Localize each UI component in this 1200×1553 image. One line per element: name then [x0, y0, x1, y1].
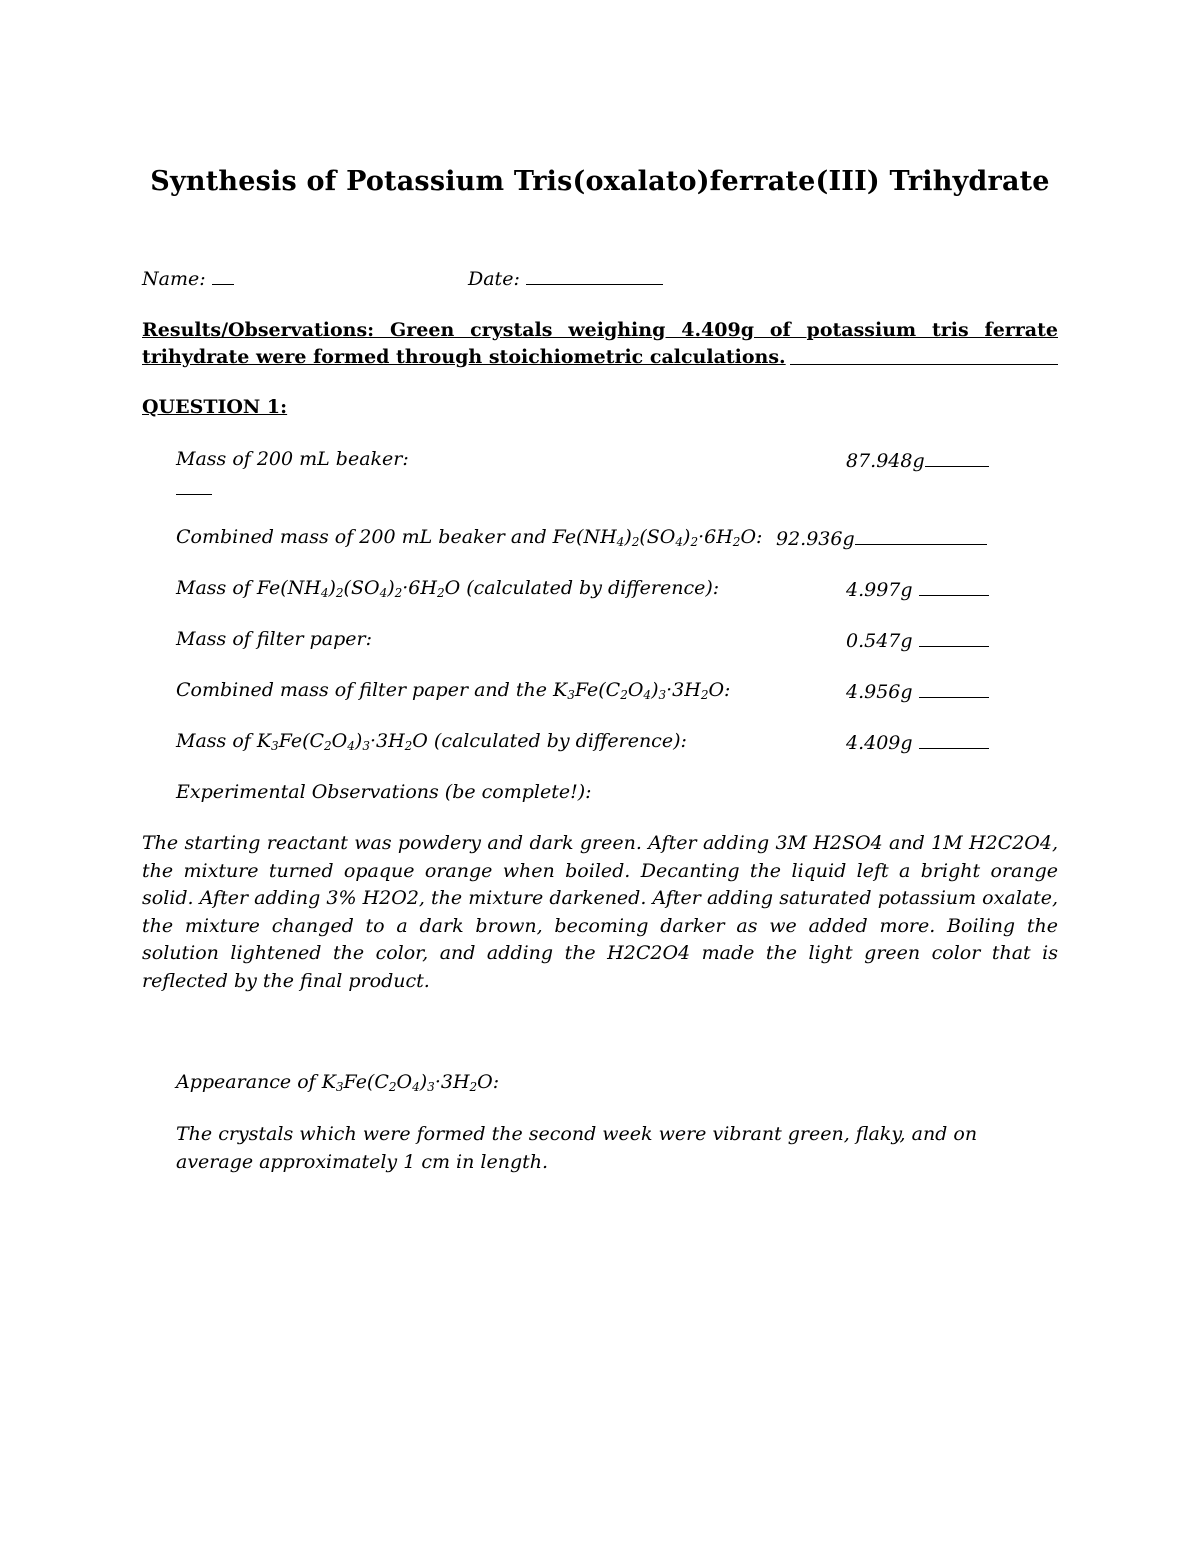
date-label: Date:: [468, 268, 520, 290]
label-post: :: [756, 526, 763, 548]
observations-text: The starting reactant was powdery and dark green. After adding 3M H2SO4 and 1M H2C2O4, the mixture turned opaque orange when boiled. Decanting the liquid left a bright orange solid. After adding 3% H2O2, the mixture darkened. After adding saturated potassium oxalate, the mixture changed to a dark brown, becoming darker as we added more. Boiling the solution lightened the color, and adding the H2C2O4 made the light green color that is reflected by the final product.: [142, 832, 1058, 992]
label-post: (calculated by difference):: [460, 577, 720, 599]
wrapped-blank: [176, 494, 212, 495]
measurement-value-combined-filter: [846, 679, 989, 703]
label-pre: Combined mass of 200 mL beaker and: [176, 526, 553, 548]
document-title: Synthesis of Potassium Tris(oxalato)ferrate(III) Trihydrate: [150, 166, 1050, 197]
label-post: :: [724, 679, 731, 701]
value-text: 4.409g: [846, 732, 913, 754]
formula-ferrous-ammonium-sulfate: $Fe(NH_4)_2(SO_4)_2\cdot 6H_2O$: [552, 526, 757, 549]
value-text: 87.948g: [846, 450, 925, 472]
appearance-text: The crystals which were formed the second week were vibrant green, flaky, and on average approximately 1 cm in length.: [176, 1123, 978, 1173]
formula-product: $K_3Fe(C_2O_4)_3\cdot 3H_2O$: [256, 730, 428, 753]
measurement-value-fas-mass: [846, 577, 989, 601]
appearance-label: [176, 1071, 499, 1093]
results-observations: Results/Observations: Green crystals weighing 4.409g of potassium tris ferrate trihydrate were formed through stoichiometric calculations.: [142, 319, 1058, 368]
value-blank: [855, 526, 987, 545]
name-blank[interactable]: [212, 266, 234, 285]
formula-ferrous-ammonium-sulfate: $Fe(NH_4)_2(SO_4)_2\cdot 6H_2O$: [256, 577, 461, 600]
label-pre: Mass of: [176, 730, 257, 752]
value-blank: [919, 577, 989, 596]
label-pre: Combined mass of filter paper and the: [176, 679, 554, 701]
measurement-label-fas-mass: [176, 577, 719, 599]
value-blank: [919, 628, 989, 647]
value-blank: [919, 730, 989, 749]
formula-product: $K_3Fe(C_2O_4)_3\cdot 3H_2O$: [553, 679, 725, 702]
measurement-value-product-mass: [846, 730, 989, 754]
value-blank: [925, 448, 989, 467]
measurement-value-combined-beaker: [776, 526, 987, 550]
measurement-label-filter-paper: Mass of filter paper:: [176, 628, 372, 650]
formula-product: $K_3Fe(C_2O_4)_3\cdot 3H_2O$: [321, 1071, 493, 1094]
value-text: 4.997g: [846, 579, 913, 601]
value-text: 0.547g: [846, 630, 913, 652]
measurement-label-combined-filter: [176, 679, 730, 701]
measurement-value-filter-paper: [846, 628, 989, 652]
measurement-label-beaker: Mass of 200 mL beaker:: [176, 448, 409, 470]
measurement-label-product-mass: [176, 730, 687, 752]
results-underline-fill: [790, 364, 1058, 365]
date-field: [468, 266, 663, 290]
value-text: 4.956g: [846, 681, 913, 703]
label-post: :: [492, 1071, 500, 1093]
label-pre: Appearance of: [176, 1071, 322, 1093]
value-text: 92.936g: [776, 528, 855, 550]
label-pre: Mass of: [176, 577, 257, 599]
value-blank: [919, 679, 989, 698]
observations-label: Experimental Observations (be complete!):: [176, 781, 592, 803]
date-blank[interactable]: [526, 266, 663, 285]
measurement-value-beaker: [846, 448, 989, 472]
name-field: [142, 266, 234, 290]
measurement-label-combined-beaker: [176, 526, 762, 548]
name-label: Name:: [142, 268, 206, 290]
label-post: (calculated by difference):: [427, 730, 687, 752]
question-heading: QUESTION 1:: [142, 396, 288, 418]
